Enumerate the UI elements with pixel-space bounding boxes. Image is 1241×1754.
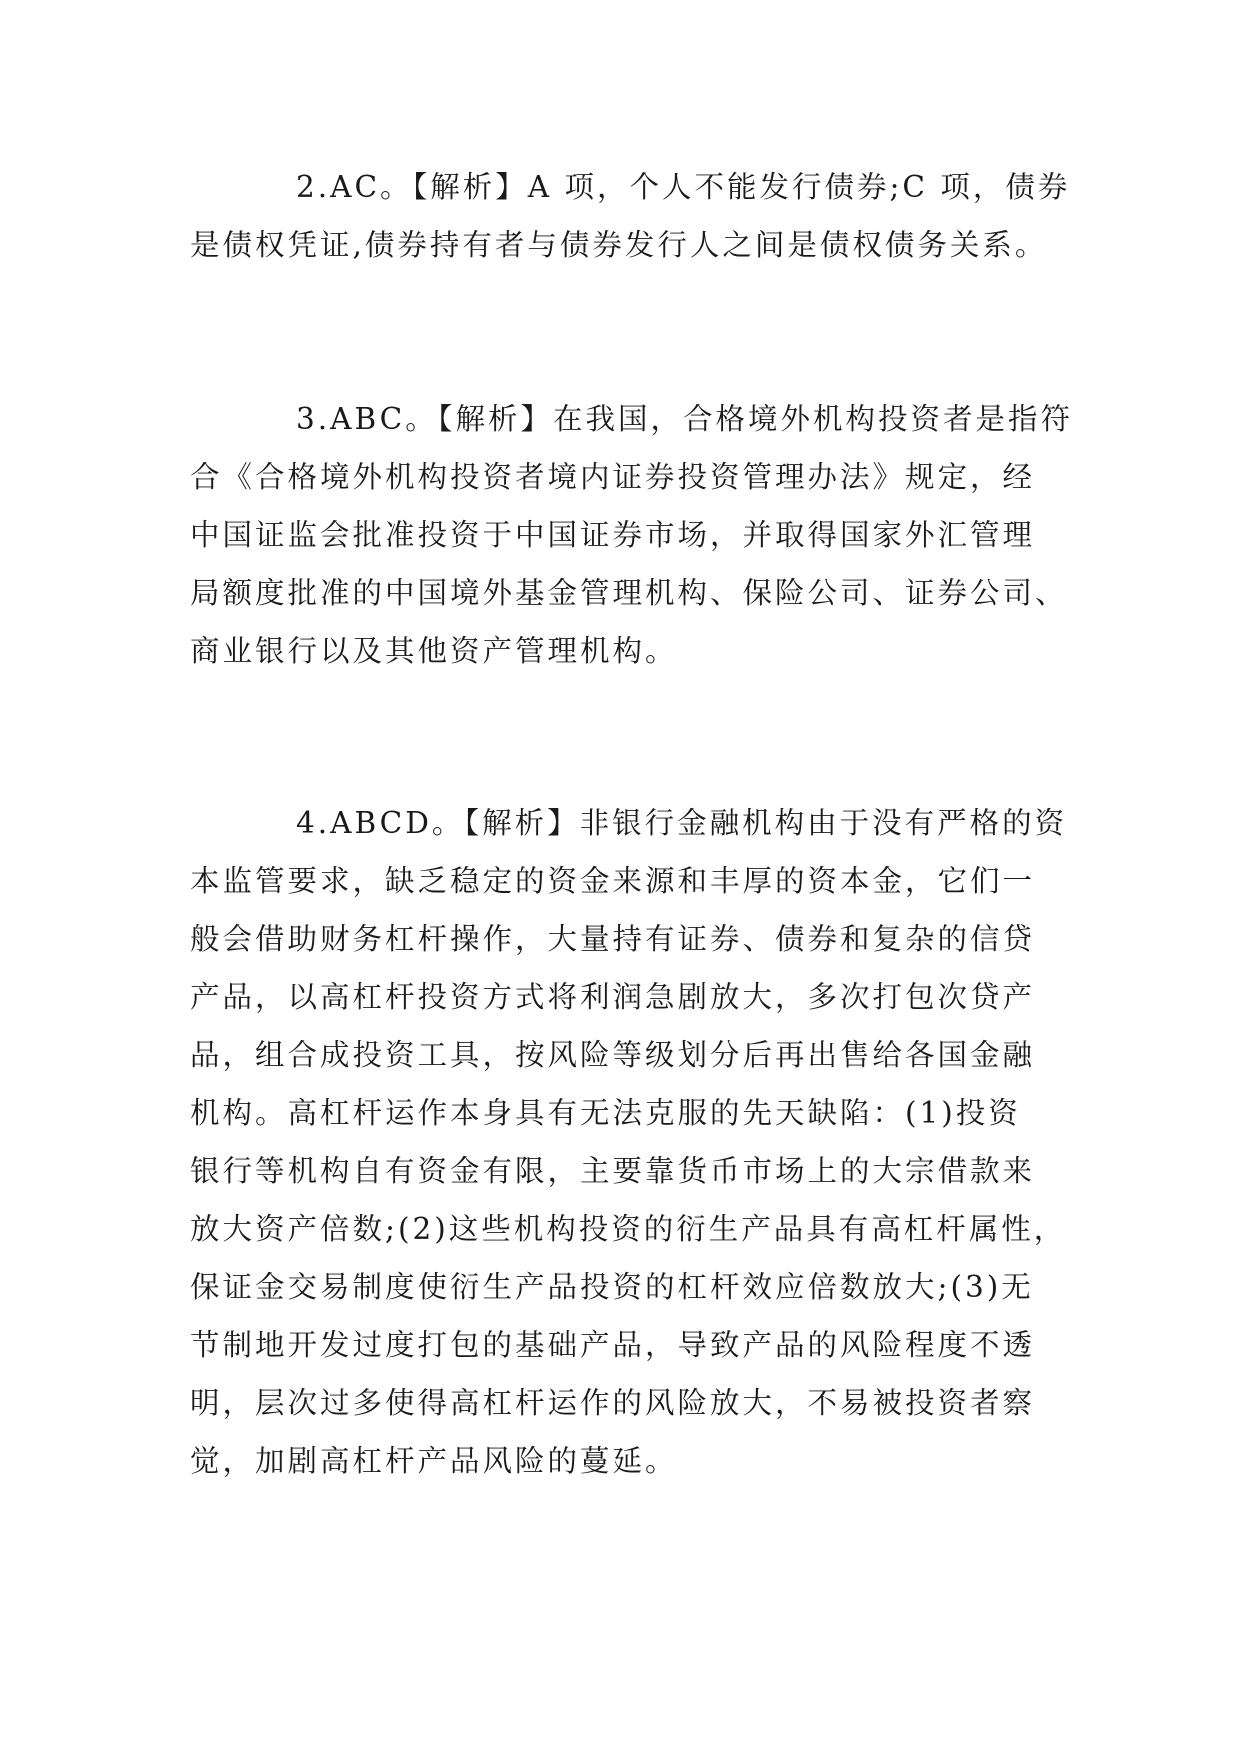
answer-4-line-10: 节制地开发过度打包的基础产品，导致产品的风险程度不透: [190, 1328, 1036, 1362]
answer-3-line-2: 合《合格境外机构投资者境内证券投资管理办法》规定，经: [190, 460, 1036, 494]
answer-4-line-12: 觉，加剧高杠杆产品风险的蔓延。: [190, 1444, 678, 1478]
answer-paragraph-3: [190, 390, 1073, 680]
answer-4-line-9: 保证金交易制度使衍生产品投资的杠杆效应倍数放大;(3)无: [190, 1270, 1034, 1304]
answer-4-line-11: 明，层次过多使得高杠杆运作的风险放大，不易被投资者察: [190, 1386, 1036, 1420]
answer-4-line-4: 产品，以高杠杆投资方式将利润急剧放大，多次打包次贷产: [190, 980, 1036, 1014]
answer-3-line-3: 中国证监会批准投资于中国证券市场，并取得国家外汇管理: [190, 518, 1036, 552]
answer-paragraph-2: [190, 158, 1071, 274]
answer-2-line-1: 2.AC。【解析】A 项，个人不能发行债券;C 项，债券: [296, 170, 1071, 204]
answer-3-line-1: 3.ABC。【解析】在我国，合格境外机构投资者是指符: [296, 402, 1073, 436]
answer-4-line-6: 机构。高杠杆运作本身具有无法克服的先天缺陷：(1)投资: [190, 1096, 1021, 1130]
answer-4-line-5: 品，组合成投资工具，按风险等级划分后再出售给各国金融: [190, 1038, 1036, 1072]
answer-4-line-1: 4.ABCD。【解析】非银行金融机构由于没有严格的资: [296, 806, 1068, 840]
answer-4-line-8: 放大资产倍数;(2)这些机构投资的衍生产品具有高杠杆属性，: [190, 1212, 1067, 1246]
answer-3-line-5: 商业银行以及其他资产管理机构。: [190, 634, 678, 668]
answer-4-line-3: 般会借助财务杠杆操作，大量持有证券、债券和复杂的信贷: [190, 922, 1036, 956]
answer-4-line-7: 银行等机构自有资金有限，主要靠货币市场上的大宗借款来: [190, 1154, 1036, 1188]
answer-paragraph-4: [190, 794, 1068, 1490]
answer-2-line-2: 是债权凭证,债券持有者与债券发行人之间是债权债务关系。: [190, 228, 1048, 262]
answer-4-line-2: 本监管要求，缺乏稳定的资金来源和丰厚的资本金，它们一: [190, 864, 1036, 898]
answer-3-line-4: 局额度批准的中国境外基金管理机构、保险公司、证券公司、: [190, 576, 1068, 610]
